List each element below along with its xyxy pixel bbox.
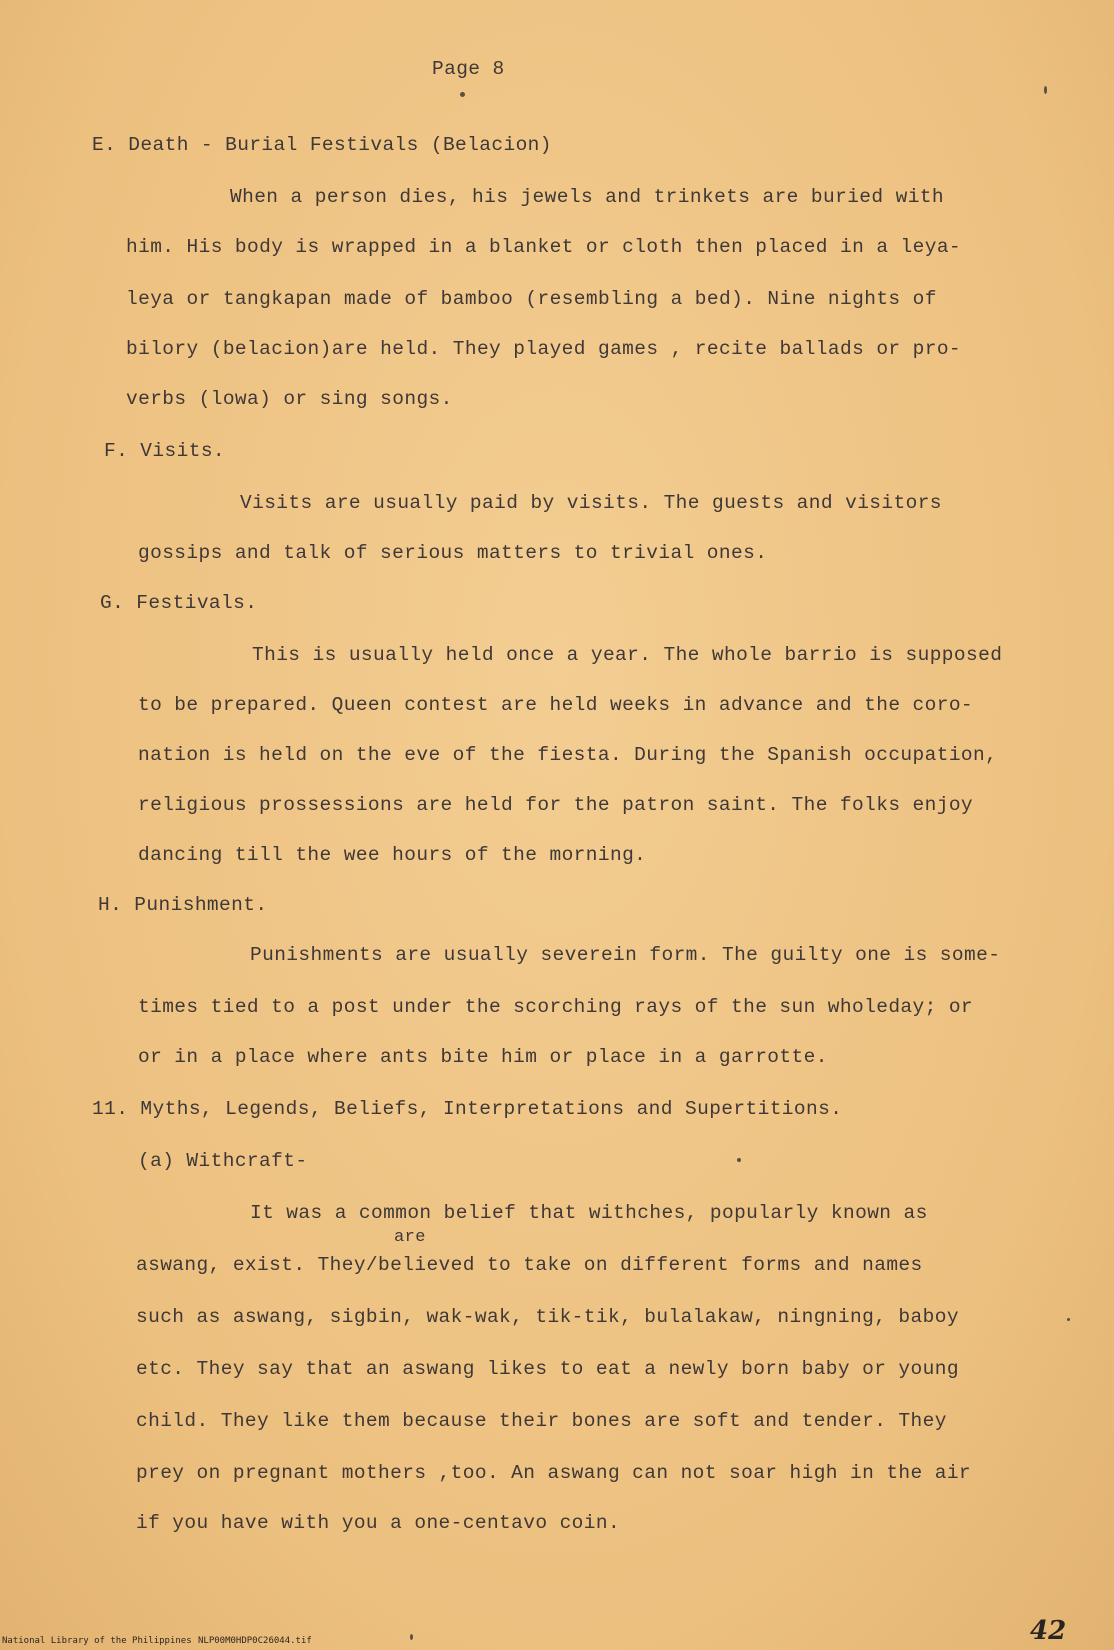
text-line: religious prossessions are held for the patron saint. The folks enjoy: [138, 794, 974, 816]
subsection-heading: (a) Withcraft-: [138, 1150, 308, 1172]
text-line: gossips and talk of serious matters to trivial ones.: [138, 542, 768, 564]
footer-file-id: NLP00M0HDP0C26044.tif: [198, 1636, 312, 1646]
inserted-word: are: [394, 1228, 426, 1247]
section-heading: F. Visits.: [104, 440, 226, 462]
text-line: prey on pregnant mothers ,too. An aswang can not soar high in the air: [136, 1462, 972, 1484]
text-line: When a person dies, his jewels and trinkets are buried with: [230, 186, 945, 208]
text-line: or in a place where ants bite him or place in a garrotte.: [138, 1046, 828, 1068]
section-heading: 11. Myths, Legends, Beliefs, Interpretations and Supertitions.: [92, 1098, 843, 1120]
paper-speck: [737, 1158, 741, 1162]
text-line: such as aswang, sigbin, wak-wak, tik-tik, bulalakaw, ningning, baboy: [136, 1306, 959, 1328]
text-line: It was a common belief that withches, popularly known as: [250, 1202, 928, 1224]
text-line: verbs (lowa) or sing songs.: [126, 388, 453, 410]
text-line: to be prepared. Queen contest are held weeks in advance and the coro-: [138, 694, 974, 716]
text-line: dancing till the wee hours of the morning.: [138, 844, 647, 866]
paper-speck: [410, 1634, 413, 1640]
text-line: times tied to a post under the scorching rays of the sun wholeday; or: [138, 996, 974, 1018]
text-line: if you have with you a one-centavo coin.: [136, 1512, 621, 1534]
paper-speck: [1044, 86, 1047, 94]
handwritten-page-number: 42: [1030, 1616, 1067, 1646]
footer-library: National Library of the Philippines: [2, 1636, 192, 1646]
text-line: aswang, exist. They/believed to take on different forms and names: [136, 1254, 923, 1276]
page-label: Page 8: [432, 58, 505, 80]
text-line: nation is held on the eve of the fiesta. During the Spanish occupation,: [138, 744, 998, 766]
text-line: child. They like them because their bones are soft and tender. They: [136, 1410, 947, 1432]
text-line: Visits are usually paid by visits. The guests and visitors: [240, 492, 942, 514]
paper-speck: [1067, 1318, 1070, 1321]
text-line: E. Death - Burial Festivals (Belacion): [92, 134, 552, 156]
text-line: etc. They say that an aswang likes to eat a newly born baby or young: [136, 1358, 959, 1380]
text-line: Punishments are usually severein form. The guilty one is some-: [250, 944, 1001, 966]
text-line: bilory (belacion)are held. They played games , recite ballads or pro-: [126, 338, 962, 360]
section-heading: G. Festivals.: [100, 592, 258, 614]
text-line: This is usually held once a year. The whole barrio is supposed: [252, 644, 1003, 666]
paper-speck: [460, 92, 465, 97]
section-heading: H. Punishment.: [98, 894, 268, 916]
text-line: leya or tangkapan made of bamboo (resembling a bed). Nine nights of: [126, 288, 937, 310]
text-line: him. His body is wrapped in a blanket or cloth then placed in a leya-: [126, 236, 962, 258]
